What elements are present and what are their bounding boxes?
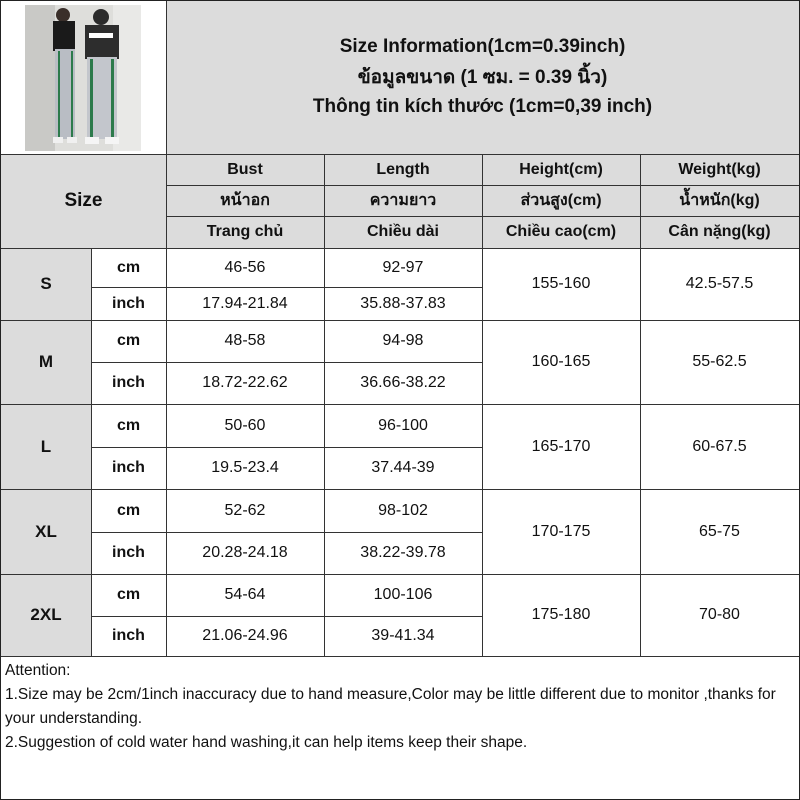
length-cm-2xl: 100-106: [373, 586, 433, 603]
height-s: 155-160: [531, 275, 591, 292]
size-label-s: S: [40, 274, 52, 293]
notes-block: [5, 659, 795, 755]
grid-line: [91, 362, 482, 363]
size-header: Size: [64, 190, 103, 211]
size-label-m: M: [38, 352, 54, 371]
height-2xl: 175-180: [531, 606, 591, 623]
length-inch-s: 35.88-37.83: [360, 294, 446, 312]
bust-header-vi: Trang chủ: [206, 223, 284, 240]
grid-line: [91, 248, 92, 656]
weight-l: 60-67.5: [692, 437, 747, 455]
bust-header-en: Bust: [227, 160, 263, 178]
unit-cm: cm: [116, 332, 141, 349]
length-cm-l: 96-100: [378, 416, 428, 434]
unit-inch: inch: [112, 374, 145, 391]
title-vietnamese: Thông tin kích thước (1cm=0,39 inch): [312, 96, 653, 117]
length-inch-xl: 38.22-39.78: [360, 544, 446, 561]
length-inch-2xl: 39-41.34: [371, 627, 435, 644]
grid-line: [91, 447, 482, 448]
note-2: 2.Suggestion of cold water hand washing,it can help items keep their shape.: [5, 734, 528, 751]
bust-cm-xl: 52-62: [224, 501, 266, 519]
unit-inch: inch: [112, 459, 145, 476]
height-l: 165-170: [531, 437, 591, 455]
bust-inch-s: 17.94-21.84: [202, 294, 288, 312]
length-cm-s: 92-97: [382, 258, 424, 276]
grid-line: [1, 489, 799, 490]
grid-line: [1, 320, 799, 321]
grid-line: [1, 574, 799, 575]
weight-m: 55-62.5: [692, 353, 747, 370]
product-photo: [25, 5, 141, 151]
bust-cm-l: 50-60: [224, 416, 266, 434]
bust-cm-s: 46-56: [224, 258, 266, 276]
grid-line: [1, 248, 799, 249]
title-thai: ข้อมูลขนาด (1 ซม. = 0.39 นิ้ว): [357, 67, 608, 88]
length-header-th: ความยาว: [369, 192, 437, 209]
grid-line: [1, 404, 799, 405]
grid-line: [91, 287, 482, 288]
grid-line: [166, 1, 167, 656]
grid-line: [324, 154, 325, 656]
grid-line: [91, 616, 482, 617]
height-m: 160-165: [531, 353, 591, 370]
length-inch-l: 37.44-39: [371, 459, 435, 476]
length-cm-m: 94-98: [382, 332, 424, 349]
height-header-en: Height(cm): [519, 160, 603, 178]
unit-cm: cm: [116, 416, 141, 434]
title-english: Size Information(1cm=0.39inch): [339, 36, 626, 57]
grid-line: [1, 656, 799, 657]
notes-heading: Attention:: [5, 662, 71, 679]
bust-inch-2xl: 21.06-24.96: [202, 627, 288, 644]
unit-cm: cm: [116, 586, 141, 603]
size-label-xl: XL: [35, 521, 57, 541]
unit-cm: cm: [116, 501, 141, 519]
length-header-en: Length: [376, 160, 430, 178]
model-illustration: [25, 5, 141, 151]
unit-inch: inch: [112, 544, 145, 561]
bust-inch-l: 19.5-23.4: [211, 459, 279, 476]
bust-cm-2xl: 54-64: [224, 586, 266, 603]
height-xl: 170-175: [531, 522, 591, 540]
bust-header-th: หน้าอก: [220, 192, 270, 209]
unit-cm: cm: [116, 258, 141, 276]
unit-inch: inch: [112, 627, 145, 644]
grid-line: [1, 154, 799, 155]
weight-xl: 65-75: [699, 522, 740, 540]
grid-line: [640, 154, 641, 656]
size-label-l: L: [40, 436, 52, 456]
unit-inch: inch: [112, 294, 145, 312]
length-inch-m: 36.66-38.22: [360, 374, 446, 391]
height-header-th: ส่วนสูง(cm): [520, 192, 602, 209]
weight-header-en: Weight(kg): [678, 160, 761, 178]
height-header-vi: Chiều cao(cm): [505, 223, 617, 240]
grid-line: [91, 532, 482, 533]
weight-s: 42.5-57.5: [685, 275, 754, 292]
note-1: 1.Size may be 2cm/1inch inaccuracy due to hand measure,Color may be little different due to monitor ,thanks for your understanding.: [5, 686, 776, 727]
weight-2xl: 70-80: [699, 606, 740, 623]
length-header-vi: Chiều dài: [366, 223, 439, 240]
weight-header-vi: Cân nặng(kg): [668, 223, 771, 240]
size-label-2xl: 2XL: [30, 605, 62, 624]
bust-cm-m: 48-58: [224, 332, 266, 349]
bust-inch-m: 18.72-22.62: [202, 374, 288, 391]
weight-header-th: น้ำหนัก(kg): [679, 192, 760, 209]
length-cm-xl: 98-102: [378, 501, 428, 519]
bust-inch-xl: 20.28-24.18: [202, 544, 288, 561]
grid-line: [482, 154, 483, 656]
